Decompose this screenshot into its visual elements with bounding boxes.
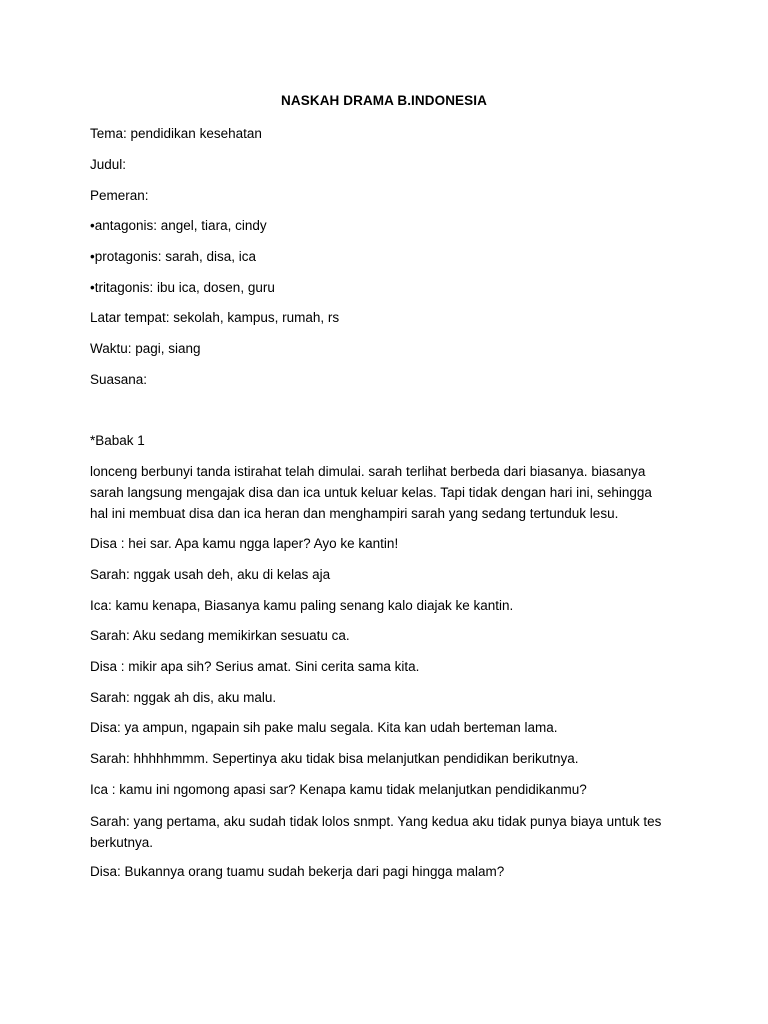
scene-heading: *Babak 1 [90,433,145,448]
antagonist-line: •antagonis: angel, tiara, cindy [90,218,267,233]
protagonist-line: •protagonis: sarah, disa, ica [90,249,257,264]
dialogue-line: Ica: kamu kenapa, Biasanya kamu paling senang kalo diajak ke kantin. [90,598,514,613]
dialogue-line: Disa : mikir apa sih? Serius amat. Sini cerita sama kita. [90,659,420,674]
dialogue-paragraph [90,811,690,853]
dialogue-line: Disa: Bukannya orang tuamu sudah bekerja dari pagi hingga malam? [90,864,505,879]
dialogue-line: berkutnya. [90,835,154,850]
document-title: NASKAH DRAMA B.INDONESIA [281,93,487,108]
theme-line: Tema: pendidikan kesehatan [90,126,262,141]
dialogue-line: Disa : hei sar. Apa kamu ngga laper? Ayo ke kantin! [90,536,399,551]
narration-line: sarah langsung mengajak disa dan ica untuk keluar kelas. Tapi tidak dengan hari ini, sehingga [90,485,652,500]
cast-line: Pemeran: [90,188,149,203]
dialogue-line: Sarah: yang pertama, aku sudah tidak lolos snmpt. Yang kedua aku tidak punya biaya untuk tes [90,814,662,829]
dialogue-line: Sarah: nggak ah dis, aku malu. [90,690,277,705]
dialogue-line: Sarah: nggak usah deh, aku di kelas aja [90,567,331,582]
dialogue-line: Ica : kamu ini ngomong apasi sar? Kenapa kamu tidak melanjutkan pendidikanmu? [90,782,587,797]
narration-paragraph [90,461,690,524]
dialogue-line: Sarah: Aku sedang memikirkan sesuatu ca. [90,628,350,643]
narration-line: hal ini membuat disa dan ica heran dan menghampiri sarah yang sedang tertunduk lesu. [90,506,619,521]
narration-line: lonceng berbunyi tanda istirahat telah dimulai. sarah terlihat berbeda dari biasanya. biasanya [90,464,646,479]
tritagonist-line: •tritagonis: ibu ica, dosen, guru [90,280,275,295]
dialogue-line: Sarah: hhhhhmmm. Sepertinya aku tidak bisa melanjutkan pendidikan berikutnya. [90,751,579,766]
time-line: Waktu: pagi, siang [90,341,201,356]
dialogue-line: Disa: ya ampun, ngapain sih pake malu segala. Kita kan udah berteman lama. [90,720,558,735]
setting-line: Latar tempat: sekolah, kampus, rumah, rs [90,310,340,325]
title-line: Judul: [90,157,127,172]
mood-line: Suasana: [90,372,148,387]
